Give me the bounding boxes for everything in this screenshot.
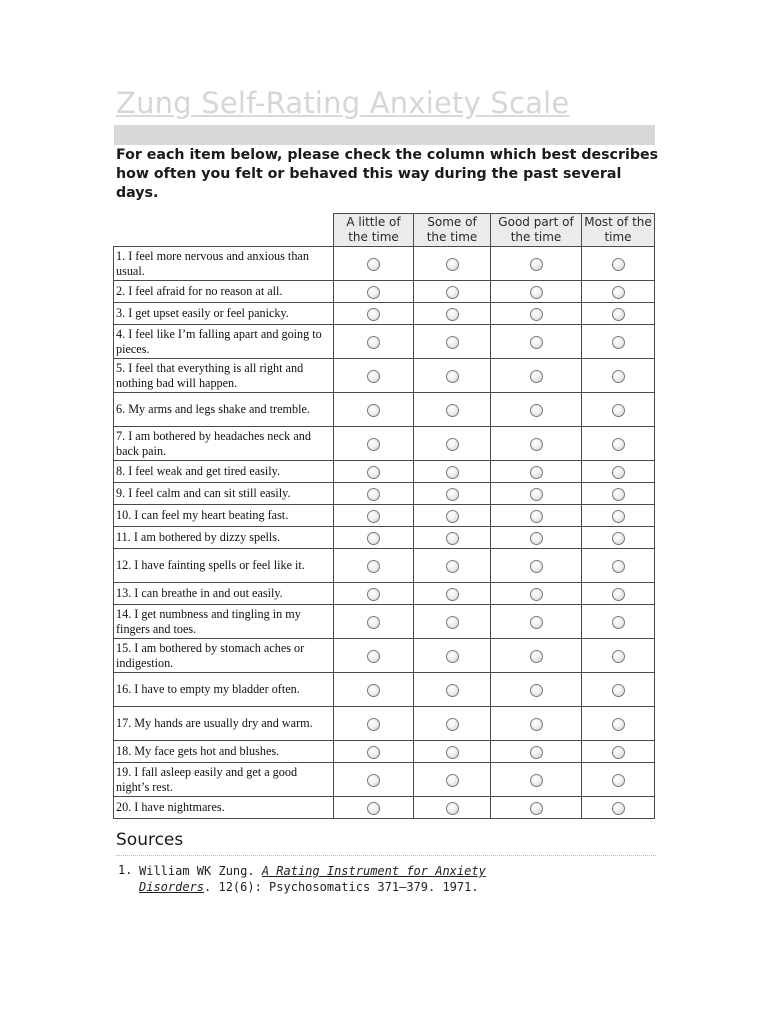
answer-cell — [334, 303, 414, 325]
answer-radio[interactable] — [530, 616, 543, 629]
answer-radio[interactable] — [446, 650, 459, 663]
answer-cell — [334, 639, 414, 673]
question-row — [114, 303, 655, 325]
answer-cell — [414, 281, 491, 303]
answer-radio[interactable] — [446, 286, 459, 299]
answer-cell — [334, 583, 414, 605]
answer-radio[interactable] — [612, 718, 625, 731]
answer-cell — [334, 427, 414, 461]
answer-radio[interactable] — [530, 404, 543, 417]
answer-radio[interactable] — [367, 336, 380, 349]
answer-radio[interactable] — [367, 488, 380, 501]
answer-cell — [334, 763, 414, 797]
answer-radio[interactable] — [446, 488, 459, 501]
answer-radio[interactable] — [612, 286, 625, 299]
answer-radio[interactable] — [612, 560, 625, 573]
answer-cell — [491, 427, 582, 461]
question-text: 2. I feel afraid for no reason at all. — [114, 281, 334, 303]
answer-radio[interactable] — [612, 616, 625, 629]
column-header: Most of the time — [582, 214, 655, 247]
answer-radio[interactable] — [367, 802, 380, 815]
answer-cell — [491, 461, 582, 483]
answer-radio[interactable] — [367, 774, 380, 787]
question-text: 16. I have to empty my bladder often. — [114, 673, 334, 707]
answer-cell — [414, 427, 491, 461]
answer-radio[interactable] — [367, 650, 380, 663]
answer-radio[interactable] — [612, 488, 625, 501]
question-row — [114, 325, 655, 359]
answer-cell — [334, 281, 414, 303]
answer-radio[interactable] — [530, 286, 543, 299]
answer-radio[interactable] — [367, 404, 380, 417]
question-row — [114, 583, 655, 605]
answer-radio[interactable] — [530, 718, 543, 731]
answer-radio[interactable] — [446, 258, 459, 271]
question-text: 10. I can feel my heart beating fast. — [114, 505, 334, 527]
answer-radio[interactable] — [446, 308, 459, 321]
answer-radio[interactable] — [367, 684, 380, 697]
question-row — [114, 461, 655, 483]
answer-radio[interactable] — [612, 404, 625, 417]
answer-cell — [491, 483, 582, 505]
question-row — [114, 639, 655, 673]
question-row — [114, 673, 655, 707]
answer-radio[interactable] — [446, 560, 459, 573]
answer-cell — [582, 393, 655, 427]
answer-cell — [491, 281, 582, 303]
source-citation — [139, 863, 519, 895]
question-text: 12. I have fainting spells or feel like it. — [114, 549, 334, 583]
answer-radio[interactable] — [367, 438, 380, 451]
answer-radio[interactable] — [530, 684, 543, 697]
answer-cell — [334, 673, 414, 707]
question-row — [114, 393, 655, 427]
question-row — [114, 605, 655, 639]
question-row — [114, 505, 655, 527]
question-text: 18. My face gets hot and blushes. — [114, 741, 334, 763]
question-row — [114, 359, 655, 393]
answer-cell — [414, 247, 491, 281]
answer-radio[interactable] — [530, 532, 543, 545]
answer-radio[interactable] — [612, 258, 625, 271]
answer-radio[interactable] — [612, 532, 625, 545]
answer-radio[interactable] — [612, 746, 625, 759]
answer-cell — [582, 797, 655, 819]
answer-cell — [582, 427, 655, 461]
answer-radio[interactable] — [530, 488, 543, 501]
answer-radio[interactable] — [612, 774, 625, 787]
question-text: 6. My arms and legs shake and tremble. — [114, 393, 334, 427]
answer-cell — [491, 797, 582, 819]
answer-radio[interactable] — [530, 746, 543, 759]
question-row — [114, 247, 655, 281]
answer-cell — [582, 247, 655, 281]
answer-cell — [491, 673, 582, 707]
answer-radio[interactable] — [367, 616, 380, 629]
answer-radio[interactable] — [446, 684, 459, 697]
answer-cell — [414, 359, 491, 393]
answer-radio[interactable] — [612, 336, 625, 349]
question-text: 4. I feel like I’m falling apart and going to pieces. — [114, 325, 334, 359]
answer-radio[interactable] — [367, 466, 380, 479]
answer-cell — [414, 605, 491, 639]
answer-cell — [582, 673, 655, 707]
answer-cell — [334, 605, 414, 639]
answer-radio[interactable] — [530, 370, 543, 383]
answer-radio[interactable] — [446, 532, 459, 545]
answer-radio[interactable] — [446, 746, 459, 759]
answer-cell — [414, 741, 491, 763]
answer-cell — [334, 505, 414, 527]
question-text: 3. I get upset easily or feel panicky. — [114, 303, 334, 325]
answer-cell — [582, 605, 655, 639]
column-header: Some of the time — [414, 214, 491, 247]
sources-heading: Sources — [116, 830, 184, 850]
sources-divider — [116, 855, 656, 856]
answer-radio[interactable] — [612, 438, 625, 451]
source-author: William WK Zung. — [139, 864, 262, 878]
question-text: 8. I feel weak and get tired easily. — [114, 461, 334, 483]
answer-cell — [414, 505, 491, 527]
question-row — [114, 281, 655, 303]
answer-radio[interactable] — [367, 258, 380, 271]
question-text: 14. I get numbness and tingling in my fingers and toes. — [114, 605, 334, 639]
answer-radio[interactable] — [612, 684, 625, 697]
column-header-row — [114, 214, 655, 247]
answer-cell — [582, 483, 655, 505]
answer-radio[interactable] — [446, 588, 459, 601]
answer-cell — [491, 549, 582, 583]
answer-cell — [582, 583, 655, 605]
question-text: 5. I feel that everything is all right and nothing bad will happen. — [114, 359, 334, 393]
answer-radio[interactable] — [446, 404, 459, 417]
answer-radio[interactable] — [530, 258, 543, 271]
question-text: 7. I am bothered by headaches neck and back pain. — [114, 427, 334, 461]
question-row — [114, 427, 655, 461]
question-text: 20. I have nightmares. — [114, 797, 334, 819]
answer-cell — [582, 639, 655, 673]
answer-radio[interactable] — [446, 438, 459, 451]
answer-radio[interactable] — [367, 510, 380, 523]
answer-cell — [414, 527, 491, 549]
answer-radio[interactable] — [446, 774, 459, 787]
answer-radio[interactable] — [530, 510, 543, 523]
column-header: A little of the time — [334, 214, 414, 247]
answer-cell — [334, 325, 414, 359]
answer-cell — [491, 393, 582, 427]
answer-radio[interactable] — [367, 560, 380, 573]
answer-cell — [582, 325, 655, 359]
answer-radio[interactable] — [367, 718, 380, 731]
question-text: 17. My hands are usually dry and warm. — [114, 707, 334, 741]
answer-cell — [491, 583, 582, 605]
answer-cell — [414, 393, 491, 427]
answer-cell — [582, 549, 655, 583]
answer-radio[interactable] — [612, 802, 625, 815]
answer-cell — [491, 505, 582, 527]
answer-cell — [582, 359, 655, 393]
answer-cell — [334, 359, 414, 393]
answer-radio[interactable] — [612, 370, 625, 383]
answer-cell — [414, 325, 491, 359]
answer-cell — [491, 247, 582, 281]
answer-radio[interactable] — [367, 746, 380, 759]
answer-radio[interactable] — [446, 616, 459, 629]
column-header: Good part of the time — [491, 214, 582, 247]
answer-radio[interactable] — [530, 308, 543, 321]
answer-cell — [334, 549, 414, 583]
answer-cell — [582, 763, 655, 797]
answer-cell — [582, 281, 655, 303]
answer-cell — [414, 483, 491, 505]
question-row — [114, 741, 655, 763]
title-divider-bar — [114, 125, 655, 145]
answer-radio[interactable] — [367, 532, 380, 545]
answer-radio[interactable] — [446, 370, 459, 383]
answer-radio[interactable] — [446, 802, 459, 815]
answer-cell — [491, 359, 582, 393]
answer-radio[interactable] — [530, 438, 543, 451]
question-row — [114, 797, 655, 819]
answer-cell — [334, 393, 414, 427]
answer-radio[interactable] — [612, 510, 625, 523]
answer-radio[interactable] — [367, 308, 380, 321]
answer-cell — [491, 605, 582, 639]
answer-cell — [491, 303, 582, 325]
answer-radio[interactable] — [530, 588, 543, 601]
answer-cell — [334, 741, 414, 763]
question-text: 1. I feel more nervous and anxious than usual. — [114, 247, 334, 281]
answer-radio[interactable] — [446, 510, 459, 523]
answer-radio[interactable] — [530, 336, 543, 349]
answer-cell — [334, 247, 414, 281]
question-row — [114, 707, 655, 741]
answer-cell — [582, 741, 655, 763]
question-row — [114, 763, 655, 797]
answer-radio[interactable] — [530, 802, 543, 815]
page-title: Zung Self-Rating Anxiety Scale — [116, 86, 570, 120]
question-text: 19. I fall asleep easily and get a good night’s rest. — [114, 763, 334, 797]
answer-radio[interactable] — [446, 718, 459, 731]
answer-cell — [414, 461, 491, 483]
questionnaire-table — [113, 213, 655, 819]
answer-cell — [414, 673, 491, 707]
answer-cell — [491, 639, 582, 673]
answer-radio[interactable] — [446, 466, 459, 479]
answer-radio[interactable] — [530, 774, 543, 787]
answer-cell — [334, 707, 414, 741]
source-number: 1. — [118, 863, 133, 877]
answer-cell — [414, 763, 491, 797]
answer-radio[interactable] — [367, 588, 380, 601]
answer-radio[interactable] — [367, 286, 380, 299]
question-text: 9. I feel calm and can sit still easily. — [114, 483, 334, 505]
question-text: 15. I am bothered by stomach aches or indigestion. — [114, 639, 334, 673]
answer-cell — [334, 483, 414, 505]
answer-radio[interactable] — [612, 588, 625, 601]
question-row — [114, 527, 655, 549]
answer-radio[interactable] — [612, 466, 625, 479]
answer-radio[interactable] — [612, 650, 625, 663]
question-text: 11. I am bothered by dizzy spells. — [114, 527, 334, 549]
instructions-text: For each item below, please check the column which best describes how often you felt or behaved this way during the past several days. — [116, 147, 659, 201]
question-row — [114, 483, 655, 505]
source-link[interactable]: A Rating Instrument for Anxiety Disorders — [139, 864, 486, 894]
source-details: . 12(6): Psychosomatics 371–379. 1971. — [204, 880, 479, 894]
answer-cell — [491, 741, 582, 763]
answer-cell — [582, 461, 655, 483]
answer-radio[interactable] — [530, 560, 543, 573]
question-row — [114, 549, 655, 583]
header-blank-cell — [114, 214, 334, 247]
answer-cell — [414, 303, 491, 325]
answer-radio[interactable] — [530, 650, 543, 663]
answer-cell — [491, 527, 582, 549]
answer-cell — [582, 707, 655, 741]
answer-cell — [582, 527, 655, 549]
answer-cell — [414, 549, 491, 583]
answer-cell — [414, 707, 491, 741]
answer-cell — [414, 583, 491, 605]
answer-cell — [491, 707, 582, 741]
answer-cell — [582, 505, 655, 527]
answer-cell — [491, 325, 582, 359]
answer-cell — [414, 797, 491, 819]
question-text: 13. I can breathe in and out easily. — [114, 583, 334, 605]
answer-radio[interactable] — [367, 370, 380, 383]
answer-radio[interactable] — [530, 466, 543, 479]
answer-cell — [582, 303, 655, 325]
answer-cell — [491, 763, 582, 797]
answer-radio[interactable] — [612, 308, 625, 321]
answer-cell — [334, 461, 414, 483]
answer-radio[interactable] — [446, 336, 459, 349]
answer-cell — [334, 527, 414, 549]
answer-cell — [414, 639, 491, 673]
answer-cell — [334, 797, 414, 819]
